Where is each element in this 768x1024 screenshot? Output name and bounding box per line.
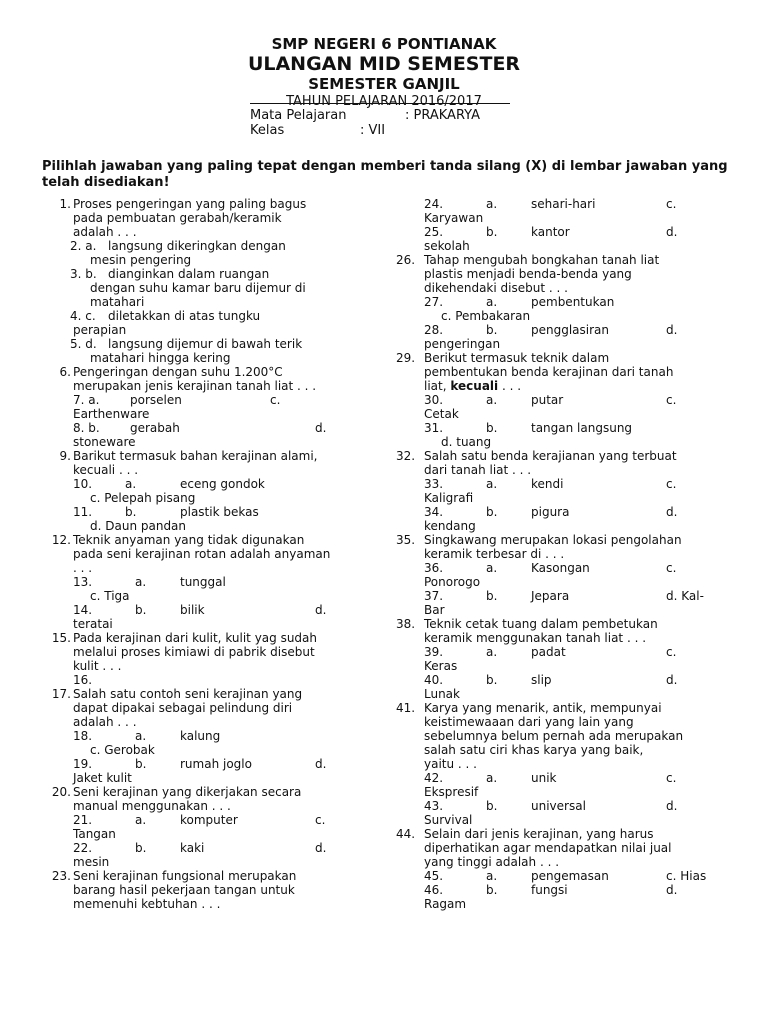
option-wrap xyxy=(40,491,375,505)
text-span: c. xyxy=(666,645,677,659)
text-span: c. xyxy=(666,771,677,785)
option-wrap xyxy=(396,337,731,351)
text-span: kecuali . . . xyxy=(73,463,139,477)
academic-year: TAHUN PELAJARAN 2016/2017 xyxy=(286,94,482,109)
text-span: kecuali xyxy=(450,379,499,393)
option-wrap xyxy=(396,519,731,533)
text-span: kantor xyxy=(531,225,570,239)
text-span: d. xyxy=(315,841,327,855)
text-span: 1. xyxy=(59,197,71,211)
text-span: 45. xyxy=(424,869,444,883)
question-9 xyxy=(40,449,375,477)
text-span: a. xyxy=(135,813,147,827)
text-span: Kaligrafi xyxy=(424,491,474,505)
text-span: a. xyxy=(486,197,498,211)
option-b xyxy=(40,267,375,309)
text-span: Ponorogo xyxy=(424,575,481,589)
option-wrap xyxy=(40,771,375,785)
text-span: pada seni kerajinan rotan adalah anyaman xyxy=(73,547,331,561)
text-span: Tahap mengubah bongkahan tanah liat xyxy=(424,253,660,267)
text-span: langsung dikeringkan dengan xyxy=(108,239,286,253)
text-span: a. xyxy=(486,771,498,785)
question-20 xyxy=(40,785,375,813)
option-wrap xyxy=(396,603,731,617)
option-a xyxy=(40,239,375,267)
text-span: 19. xyxy=(73,757,93,771)
option-row xyxy=(396,883,731,897)
text-span: c. Pembakaran xyxy=(441,309,531,323)
text-span: kaki xyxy=(180,841,205,855)
text-span: c. Tiga xyxy=(90,589,130,603)
text-span: 6. xyxy=(59,365,71,379)
option-row xyxy=(396,323,731,337)
header-divider xyxy=(250,103,510,104)
option-row xyxy=(40,841,375,855)
text-span: 21. xyxy=(73,813,93,827)
text-span: yang tinggi adalah . . . xyxy=(424,855,560,869)
option-row xyxy=(40,757,375,771)
text-span: c. xyxy=(315,813,326,827)
option-wrap xyxy=(40,827,375,841)
text-span: . . . xyxy=(498,379,522,393)
text-span: 27. xyxy=(424,295,444,309)
question-12 xyxy=(40,533,375,575)
text-span: b. xyxy=(486,883,498,897)
text-span: liat, xyxy=(424,379,451,393)
text-span: 32. xyxy=(396,449,416,463)
text-span: universal xyxy=(531,799,586,813)
text-span: dapat dipakai sebagai pelindung diri xyxy=(73,701,293,715)
option-wrap xyxy=(396,239,731,253)
class-label: Kelas xyxy=(250,123,285,138)
text-span: Singkawang merupakan lokasi pengolahan xyxy=(424,533,682,547)
text-span: Seni kerajinan yang dikerjakan secara xyxy=(73,785,302,799)
text-span: 30. xyxy=(424,393,444,407)
text-span: keistimewaaan dari yang lain yang xyxy=(424,715,634,729)
text-span: b. xyxy=(135,757,147,771)
text-span: 28. xyxy=(424,323,444,337)
option-wrap xyxy=(396,659,731,673)
text-span: c. Pelepah pisang xyxy=(90,491,196,505)
text-span: b. xyxy=(486,505,498,519)
text-span: 7. a. xyxy=(73,393,100,407)
text-span: 26. xyxy=(396,253,416,267)
text-span: d. tuang xyxy=(441,435,492,449)
text-span: putar xyxy=(531,393,564,407)
option-wrap xyxy=(396,407,731,421)
text-span: a. xyxy=(486,561,498,575)
text-span: c. xyxy=(666,477,677,491)
text-span: pengemasan xyxy=(531,869,609,883)
text-span: 16. xyxy=(73,673,93,687)
question-29 xyxy=(396,351,731,393)
text-span: Tangan xyxy=(73,827,116,841)
text-span: dengan suhu kamar baru dijemur di xyxy=(90,281,306,295)
text-span: porselen xyxy=(130,393,182,407)
option-d xyxy=(40,337,375,365)
text-span: pembentukan benda kerajinan dari tanah xyxy=(424,365,674,379)
text-span: Berikut termasuk teknik dalam xyxy=(424,351,610,365)
option-row xyxy=(396,197,731,211)
text-span: 41. xyxy=(396,701,416,715)
option-row xyxy=(40,477,375,491)
text-span: 23. xyxy=(51,869,71,883)
text-span: adalah . . . xyxy=(73,225,137,239)
text-span: 42. xyxy=(424,771,444,785)
text-span: 12. xyxy=(51,533,71,547)
text-span: dikehendaki disebut . . . xyxy=(424,281,568,295)
option-wrap xyxy=(40,743,375,757)
text-span: 17. xyxy=(51,687,71,701)
text-span: d. xyxy=(315,421,327,435)
text-span: 11. xyxy=(73,505,93,519)
option-wrap xyxy=(396,813,731,827)
option-wrap xyxy=(396,687,731,701)
semester-title: SEMESTER GANJIL xyxy=(308,75,460,93)
text-span: pengglasiran xyxy=(531,323,610,337)
option-wrap xyxy=(396,211,731,225)
text-span: Pengeringan dengan suhu 1.200°C xyxy=(73,365,283,379)
option-row xyxy=(396,421,731,435)
option-wrap xyxy=(40,617,375,631)
option-wrap xyxy=(396,785,731,799)
text-span: b. xyxy=(486,799,498,813)
question-23 xyxy=(40,869,375,911)
text-span: 39. xyxy=(424,645,444,659)
option-row xyxy=(40,813,375,827)
text-span: eceng gondok xyxy=(180,477,265,491)
text-span: c. xyxy=(666,393,677,407)
text-span: yaitu . . . xyxy=(424,757,477,771)
text-span: d. xyxy=(666,799,678,813)
text-span: dianginkan dalam ruangan xyxy=(108,267,270,281)
text-span: d. Kal- xyxy=(666,589,704,603)
text-span: 43. xyxy=(424,799,444,813)
text-span: a. xyxy=(135,729,147,743)
text-span: 40. xyxy=(424,673,444,687)
text-span: 13. xyxy=(73,575,93,589)
text-span: b. xyxy=(486,323,498,337)
text-span: c. Hias xyxy=(666,869,707,883)
text-span: 5. d. xyxy=(70,337,97,351)
option-row xyxy=(396,477,731,491)
text-span: langsung dijemur di bawah terik xyxy=(108,337,303,351)
text-span: a. xyxy=(486,645,498,659)
text-span: Earthenware xyxy=(73,407,150,421)
text-span: 8. b. xyxy=(73,421,100,435)
text-span: 24. xyxy=(424,197,444,211)
text-span: 31. xyxy=(424,421,444,435)
text-span: 38. xyxy=(396,617,416,631)
question-17 xyxy=(40,687,375,729)
text-span: b. xyxy=(486,673,498,687)
option-wrap xyxy=(40,589,375,603)
text-span: keramik terbesar di . . . xyxy=(424,547,565,561)
option-wrap xyxy=(396,575,731,589)
text-span: Ragam xyxy=(424,897,467,911)
text-span: sekolah xyxy=(424,239,470,253)
question-32 xyxy=(396,449,731,477)
text-span: 20. xyxy=(51,785,71,799)
text-span: 46. xyxy=(424,883,444,897)
option-row xyxy=(396,295,731,309)
text-span: b. xyxy=(486,589,498,603)
option-c xyxy=(40,309,375,337)
text-span: kulit . . . xyxy=(73,659,122,673)
text-span: Survival xyxy=(424,813,473,827)
text-span: teratai xyxy=(73,617,113,631)
text-span: 37. xyxy=(424,589,444,603)
option-row xyxy=(396,589,731,603)
text-span: stoneware xyxy=(73,435,136,449)
text-span: d. xyxy=(666,673,678,687)
text-span: d. xyxy=(315,757,327,771)
option-row xyxy=(396,799,731,813)
text-span: Seni kerajinan fungsional merupakan xyxy=(73,869,297,883)
text-span: Ekspresif xyxy=(424,785,479,799)
question-35 xyxy=(396,533,731,561)
text-span: Pada kerajinan dari kulit, kulit yag sudah xyxy=(73,631,318,645)
text-span: Salah satu benda kerajianan yang terbuat xyxy=(424,449,677,463)
text-span: rumah joglo xyxy=(180,757,252,771)
option-row xyxy=(40,505,375,519)
question-26 xyxy=(396,253,731,295)
question-41 xyxy=(396,701,731,771)
text-span: 29. xyxy=(396,351,416,365)
text-span: Barikut termasuk bahan kerajinan alami, xyxy=(73,449,318,463)
text-span: diperhatikan agar mendapatkan nilai jual xyxy=(424,841,672,855)
text-span: manual menggunakan . . . xyxy=(73,799,231,813)
text-span: Karyawan xyxy=(424,211,484,225)
text-span: d. xyxy=(666,323,678,337)
text-span: tangan langsung xyxy=(531,421,633,435)
text-span: a. xyxy=(125,477,137,491)
option-row xyxy=(40,729,375,743)
option-wrap xyxy=(40,407,375,421)
option-row xyxy=(396,393,731,407)
text-span: gerabah xyxy=(130,421,180,435)
text-span: d. xyxy=(315,603,327,617)
question-1 xyxy=(40,197,375,239)
text-span: sehari-hari xyxy=(531,197,596,211)
left-column xyxy=(40,197,375,911)
question-44 xyxy=(396,827,731,869)
text-span: keramik menggunakan tanah liat . . . xyxy=(424,631,647,645)
text-span: pengeringan xyxy=(424,337,501,351)
text-span: 22. xyxy=(73,841,93,855)
text-span: 14. xyxy=(73,603,93,617)
text-span: a. xyxy=(135,575,147,589)
text-span: Cetak xyxy=(424,407,459,421)
option-row xyxy=(396,561,731,575)
text-span: 15. xyxy=(51,631,71,645)
text-span: barang hasil pekerjaan tangan untuk xyxy=(73,883,295,897)
text-span: 10. xyxy=(73,477,93,491)
text-span: b. xyxy=(486,225,498,239)
subject-label: Mata Pelajaran xyxy=(250,108,347,123)
question-15 xyxy=(40,631,375,673)
text-span: . . . xyxy=(73,561,93,575)
text-span: kalung xyxy=(180,729,221,743)
text-span: salah satu ciri khas karya yang baik, xyxy=(424,743,644,757)
text-span: Proses pengeringan yang paling bagus xyxy=(73,197,307,211)
text-span: adalah . . . xyxy=(73,715,137,729)
text-span: fungsi xyxy=(531,883,568,897)
text-span: 34. xyxy=(424,505,444,519)
text-span: Jaket kulit xyxy=(73,771,132,785)
exam-title: ULANGAN MID SEMESTER xyxy=(247,53,521,75)
option-row xyxy=(396,225,731,239)
option-wrap xyxy=(40,435,375,449)
text-span: perapian xyxy=(73,323,127,337)
text-span: 33. xyxy=(424,477,444,491)
option-wrap xyxy=(396,491,731,505)
text-span: d. xyxy=(666,505,678,519)
text-span: a. xyxy=(486,477,498,491)
text-span: c. xyxy=(666,197,677,211)
text-span: mesin pengering xyxy=(90,253,192,267)
text-span: 2. a. xyxy=(70,239,97,253)
text-span: melalui proses kimiawi di pabrik disebut xyxy=(73,645,315,659)
text-span: 35. xyxy=(396,533,416,547)
option-wrap xyxy=(40,519,375,533)
text-span: b. xyxy=(135,603,147,617)
text-span: memenuhi kebtuhan . . . xyxy=(73,897,221,911)
text-span: 4. c. xyxy=(70,309,96,323)
text-span: Kasongan xyxy=(531,561,590,575)
option-row xyxy=(396,771,731,785)
text-span: Salah satu contoh seni kerajinan yang xyxy=(73,687,303,701)
text-span: Lunak xyxy=(424,687,460,701)
text-span: a. xyxy=(486,295,498,309)
text-span: mesin xyxy=(73,855,110,869)
text-span: padat xyxy=(531,645,566,659)
text-span: Teknik cetak tuang dalam pembetukan xyxy=(424,617,658,631)
school-name: SMP NEGERI 6 PONTIANAK xyxy=(271,35,497,53)
option-row xyxy=(396,673,731,687)
text-span: plastis menjadi benda-benda yang xyxy=(424,267,632,281)
subject-value: : PRAKARYA xyxy=(405,108,480,123)
text-span: matahari hingga kering xyxy=(90,351,231,365)
text-span: tunggal xyxy=(180,575,226,589)
text-span: 25. xyxy=(424,225,444,239)
text-span: c. xyxy=(666,561,677,575)
text-span: 44. xyxy=(396,827,416,841)
option-wrap xyxy=(396,435,731,449)
option-row xyxy=(396,645,731,659)
text-span: 3. b. xyxy=(70,267,97,281)
text-span: pigura xyxy=(531,505,570,519)
option-wrap xyxy=(396,897,731,911)
text-span: a. xyxy=(486,393,498,407)
text-span: Bar xyxy=(424,603,445,617)
text-span: c. xyxy=(270,393,281,407)
exam-meta xyxy=(250,108,550,138)
exam-header xyxy=(0,34,768,110)
right-column xyxy=(396,197,731,911)
text-span: kendang xyxy=(424,519,476,533)
text-span: matahari xyxy=(90,295,145,309)
text-span: merupakan jenis kerajinan tanah liat . . . xyxy=(73,379,317,393)
text-span: Keras xyxy=(424,659,458,673)
text-span: b. xyxy=(125,505,137,519)
option-row xyxy=(40,421,375,435)
text-span: bilik xyxy=(180,603,205,617)
text-span: pembentukan xyxy=(531,295,615,309)
text-span: Teknik anyaman yang tidak digunakan xyxy=(73,533,305,547)
text-span: d. Daun pandan xyxy=(90,519,187,533)
text-span: diletakkan di atas tungku xyxy=(108,309,261,323)
option-row xyxy=(396,869,731,883)
option-row xyxy=(40,575,375,589)
text-span: b. xyxy=(486,421,498,435)
text-span: unik xyxy=(531,771,557,785)
text-span: kendi xyxy=(531,477,564,491)
text-span: pada pembuatan gerabah/keramik xyxy=(73,211,282,225)
class-value: : VII xyxy=(360,123,386,138)
text-span: plastik bekas xyxy=(180,505,259,519)
text-span: a. xyxy=(486,869,498,883)
text-span: 18. xyxy=(73,729,93,743)
option-row xyxy=(40,393,375,407)
text-span: 9. xyxy=(59,449,71,463)
text-span: sebelumnya belum pernah ada merupakan xyxy=(424,729,684,743)
text-span: slip xyxy=(531,673,552,687)
text-span: dari tanah liat . . . xyxy=(424,463,532,477)
option-row xyxy=(40,603,375,617)
option-row xyxy=(40,673,375,687)
instructions: Pilihlah jawaban yang paling tepat dengan memberi tanda silang (X) di lembar jawaban yang telah disediakan! xyxy=(42,159,728,190)
text-span: d. xyxy=(666,883,678,897)
question-6 xyxy=(40,365,375,393)
text-span: komputer xyxy=(180,813,238,827)
option-row xyxy=(396,505,731,519)
option-wrap xyxy=(396,309,731,323)
text-span: Selain dari jenis kerajinan, yang harus xyxy=(424,827,654,841)
text-span: Karya yang menarik, antik, mempunyai xyxy=(424,701,662,715)
text-span: d. xyxy=(666,225,678,239)
option-wrap xyxy=(40,855,375,869)
text-span: Jepara xyxy=(531,589,570,603)
text-span: 36. xyxy=(424,561,444,575)
text-span: b. xyxy=(135,841,147,855)
text-span: c. Gerobak xyxy=(90,743,155,757)
question-38 xyxy=(396,617,731,645)
